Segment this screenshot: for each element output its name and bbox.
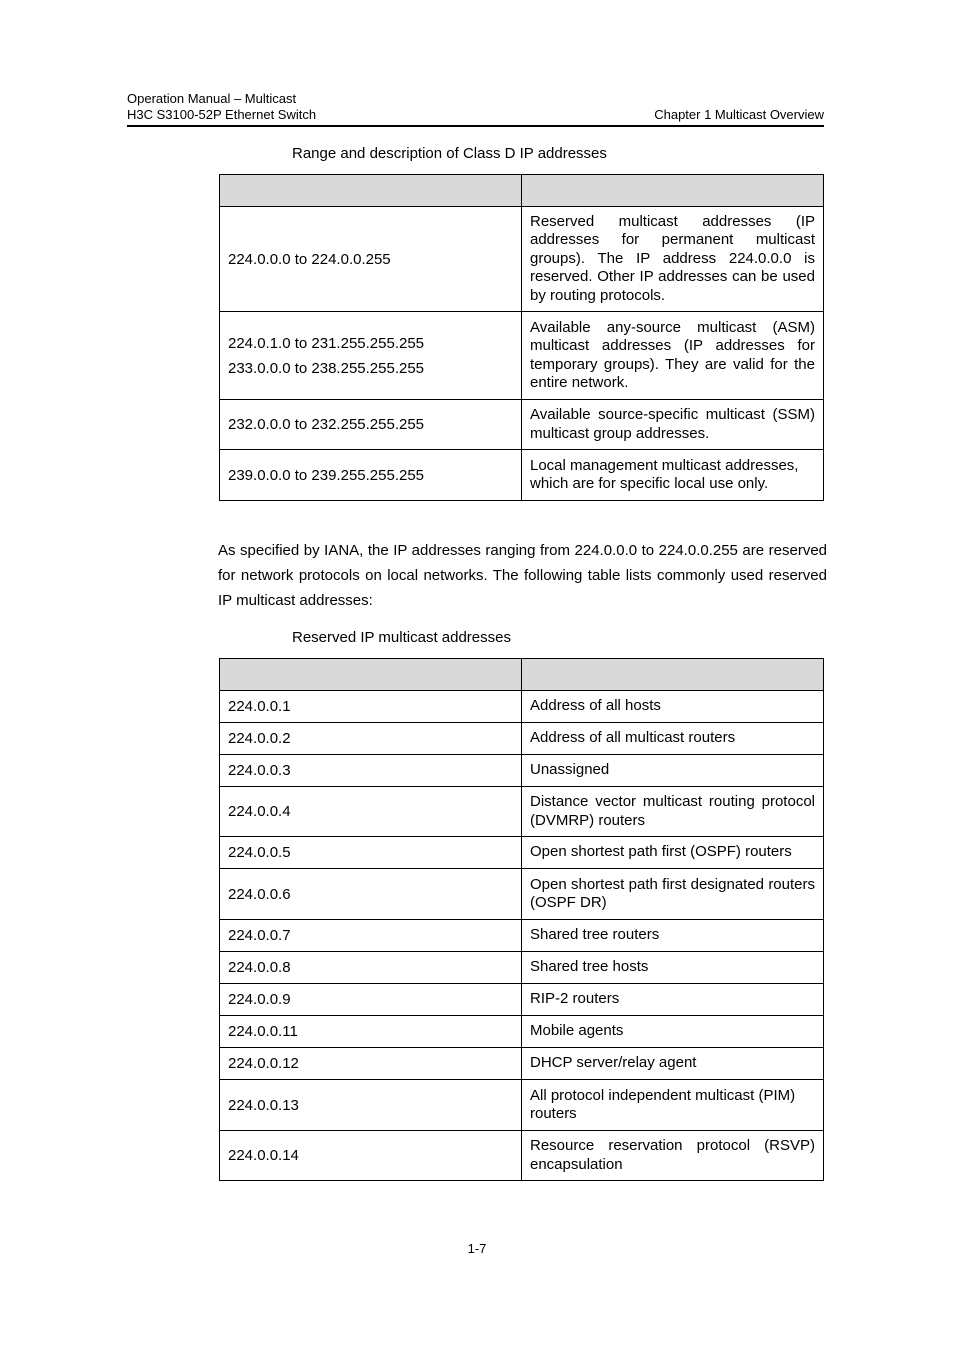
address-cell: 224.0.0.7 xyxy=(220,920,522,952)
description-cell: Distance vector multicast routing protocol (DVMRP) routers xyxy=(522,787,824,837)
table-header-cell xyxy=(522,175,824,207)
address-cell: 224.0.0.1 xyxy=(220,691,522,723)
header-product-name: H3C S3100-52P Ethernet Switch xyxy=(127,106,317,122)
class-d-range-table xyxy=(219,174,824,501)
table-row xyxy=(220,691,824,723)
description-cell: Mobile agents xyxy=(522,1016,824,1048)
table1-caption: Range and description of Class D IP addresses xyxy=(292,145,607,162)
address-cell: 224.0.0.11 xyxy=(220,1016,522,1048)
description-cell: Local management multicast addresses, which are for specific local use only. xyxy=(522,450,824,501)
table-header-row xyxy=(220,659,824,691)
page-header xyxy=(127,91,824,127)
description-cell: Address of all multicast routers xyxy=(522,723,824,755)
header-manual-title: Operation Manual – Multicast xyxy=(127,91,297,106)
header-chapter-title: Chapter 1 Multicast Overview xyxy=(654,107,824,122)
table-row xyxy=(220,1016,824,1048)
description-cell: Resource reservation protocol (RSVP) encapsulation xyxy=(522,1131,824,1181)
page-number: 1-7 xyxy=(467,1241,487,1256)
description-cell: All protocol independent multicast (PIM) routers xyxy=(522,1080,824,1131)
table-row xyxy=(220,723,824,755)
address-range-cell xyxy=(220,207,522,312)
description-cell: Reserved multicast addresses (IP addresses for permanent multicast groups). The IP address 224.0.0.0 is reserved. Other IP addresses can be used by routing protocols. xyxy=(522,207,824,312)
address-cell: 224.0.0.5 xyxy=(220,837,522,869)
address-cell: 224.0.0.4 xyxy=(220,787,522,837)
header-manual-info xyxy=(127,91,316,122)
table-header-cell xyxy=(220,175,522,207)
table-header-cell xyxy=(220,659,522,691)
address-cell: 224.0.0.13 xyxy=(220,1080,522,1131)
description-cell: Shared tree routers xyxy=(522,920,824,952)
address-range: 224.0.1.0 to 231.255.255.255 xyxy=(228,334,425,352)
table-header-row xyxy=(220,175,824,207)
address-range-cell xyxy=(220,450,522,501)
table-row xyxy=(220,787,824,837)
address-cell: 224.0.0.2 xyxy=(220,723,522,755)
table-row xyxy=(220,450,824,501)
address-range: 239.0.0.0 to 239.255.255.255 xyxy=(228,466,425,484)
description-cell: DHCP server/relay agent xyxy=(522,1048,824,1080)
address-cell: 224.0.0.3 xyxy=(220,755,522,787)
table-row xyxy=(220,869,824,920)
table-row xyxy=(220,952,824,984)
table2-caption: Reserved IP multicast addresses xyxy=(292,629,511,646)
reserved-multicast-table xyxy=(219,658,824,1181)
address-cell: 224.0.0.12 xyxy=(220,1048,522,1080)
table-row xyxy=(220,1048,824,1080)
table-row xyxy=(220,755,824,787)
description-cell: Available any-source multicast (ASM) multicast addresses (IP addresses for temporary groups). They are valid for the entire network. xyxy=(522,312,824,400)
address-range-cell xyxy=(220,312,522,400)
address-range-cell xyxy=(220,400,522,450)
table-header-cell xyxy=(522,659,824,691)
description-cell: Unassigned xyxy=(522,755,824,787)
address-cell: 224.0.0.9 xyxy=(220,984,522,1016)
body-paragraph: As specified by IANA, the IP addresses ranging from 224.0.0.0 to 224.0.0.255 are reserved for network protocols on local networks. The following table lists commonly used reserved IP multicast addresses: xyxy=(218,542,827,609)
description-cell: RIP-2 routers xyxy=(522,984,824,1016)
description-cell: Open shortest path first (OSPF) routers xyxy=(522,837,824,869)
table-row xyxy=(220,400,824,450)
address-range: 224.0.0.0 to 224.0.0.255 xyxy=(228,250,391,268)
table-row xyxy=(220,837,824,869)
table-row xyxy=(220,312,824,400)
description-cell: Open shortest path first designated routers (OSPF DR) xyxy=(522,869,824,920)
description-cell: Available source-specific multicast (SSM) multicast group addresses. xyxy=(522,400,824,450)
description-cell: Address of all hosts xyxy=(522,691,824,723)
table-row xyxy=(220,1131,824,1181)
table-row xyxy=(220,984,824,1016)
table-row xyxy=(220,207,824,312)
description-cell: Shared tree hosts xyxy=(522,952,824,984)
address-cell: 224.0.0.8 xyxy=(220,952,522,984)
table-row xyxy=(220,920,824,952)
address-range: 232.0.0.0 to 232.255.255.255 xyxy=(228,416,425,433)
address-range: 233.0.0.0 to 238.255.255.255 xyxy=(228,359,425,377)
address-cell: 224.0.0.6 xyxy=(220,869,522,920)
table-row xyxy=(220,1080,824,1131)
address-cell: 224.0.0.14 xyxy=(220,1131,522,1181)
